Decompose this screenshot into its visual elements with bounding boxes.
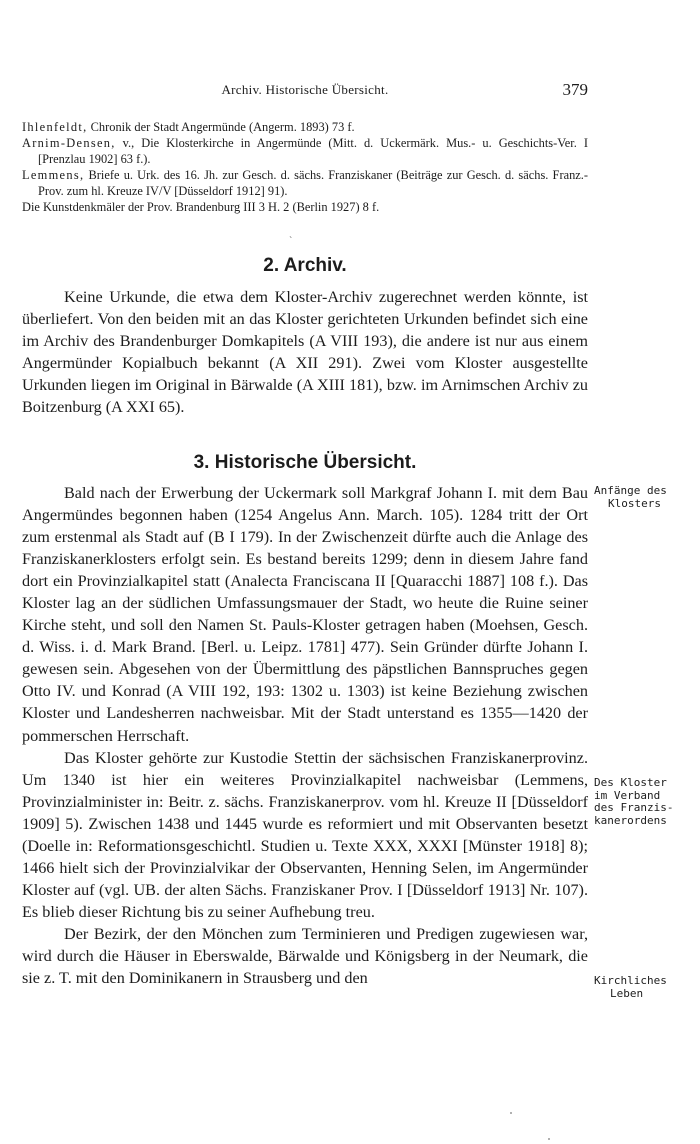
paper-speck bbox=[548, 1138, 550, 1140]
margin-note bbox=[594, 975, 698, 1000]
paragraph: Keine Urkunde, die etwa dem Kloster-Archiv zugerechnet werden könnte, ist überliefert. Von den beiden mit an das Kloster gerichteten Urkunden befindet sich eine im Archiv des Brandenburger Domkapitels (A VIII 193), die andere ist nur aus einem Angermünder Kopialbuch bekannt (A XII 291). Zwei vom Kloster ausgestellte Urkunden liegen im Original in Bärwalde (A XIII 181), bzw. im Arnimschen Archiv zu Boitzenburg (A XXI 65). bbox=[22, 288, 588, 417]
paragraph: Das Kloster gehörte zur Kustodie Stettin der sächsischen Franziskanerprovinz. Um 1340 ist hier ein weiteres Provinzialkapitel nachweisbar (Lemmens, Provinzialminister in: Beitr. z. sächs. Franziskanerprov. vom hl. Kreuze II [Düsseldorf 1909] 5). Zwischen 1438 und 1445 wurde es reformiert und mit Observanten besetzt (Doelle in: Reformationsgeschichtl. Studien u. Texte XXX, XXXI [Münster 1918] 8); 1466 hielt sich der Provinzialvikar der Observanten, Henning Selen, im Angermünder Kloster auf (vgl. UB. der alten Sächs. Franziskaner Prov. I [Düsseldorf 1913] Nr. 107). Es blieb dieser Richtung bis zu seiner Aufhebung treu. bbox=[22, 748, 588, 921]
archiv-section-body bbox=[22, 286, 588, 418]
historische-section-body bbox=[22, 482, 588, 989]
margin-note-line: im Verband bbox=[594, 788, 661, 802]
print-mark: ˋ bbox=[289, 236, 293, 247]
margin-note bbox=[594, 485, 698, 510]
page-number: 379 bbox=[562, 80, 588, 99]
bibliography-entry bbox=[22, 200, 588, 216]
running-title: Archiv. Historische Übersicht. bbox=[221, 82, 389, 97]
bibliography-list bbox=[22, 120, 588, 215]
margin-note-line: kanerordens bbox=[594, 813, 667, 827]
paragraph: Der Bezirk, der den Mönchen zum Terminieren und Predigen zugewiesen war, wird durch die Häuser in Eberswalde, Bärwalde und Königsberg in der Neumark, die sie z. T. mit den Dominikanern in Strausberg und den bbox=[22, 924, 588, 988]
bibliography-author: Arnim-Densen, bbox=[22, 135, 116, 150]
bibliography-entry bbox=[22, 136, 588, 168]
margin-note-line: Anfänge des bbox=[594, 484, 667, 497]
margin-note-line: Kirchliches bbox=[594, 974, 667, 987]
paper-speck bbox=[510, 1112, 512, 1114]
margin-note bbox=[594, 777, 698, 827]
bibliography-text: Chronik der Stadt Angermünde (Angerm. 1893) 73 f. bbox=[87, 120, 355, 134]
section-heading-archiv: 2. Archiv. bbox=[263, 255, 347, 276]
bibliography-entry bbox=[22, 120, 588, 136]
margin-note-line: des Franzis- bbox=[594, 801, 674, 814]
paragraph: Bald nach der Erwerbung der Uckermark soll Markgraf Johann I. mit dem Bau Angermündes begonnen haben (1254 Angelus Ann. March. 105). 1284 tritt der Ort zum erstenmal als Stadt auf (B I 179). In der Zwischenzeit dürfte auch die Anlage des Franziskanerklosters erfolgt sein. Es bestand bereits 1299; denn in diesem Jahre fand dort ein Provinzialkapitel statt (Analecta Franciscana II [Quaracchi 1887] 108 f.). Das Kloster lag an der südlichen Umfassungsmauer der Stadt, wo heute die Ruine seiner Kirche steht, und soll den Namen St. Pauls-Kloster getragen haben (Moehsen, Gesch. d. Wiss. i. d. Mark Brand. [Berl. u. Leipz. 1781] 477). Sein Gründer dürfte Johann I. gewesen sein. Abgesehen von der Übermittlung des päpstlichen Bannspruches gegen Otto IV. und Konrad (A VIII 192, 193: 1302 u. 1303) ist keine Beziehung zwischen Kloster und Landesherren nachweisbar. Mit der Stadt unterstand es 1355—1420 der pommerschen Herrschaft. bbox=[22, 484, 588, 745]
bibliography-author: Ihlenfeldt, bbox=[22, 120, 88, 134]
bibliography-text: v., Die Klosterkirche in Angermünde (Mitt. d. Uckermärk. Mus.- u. Geschichts-Ver. I [Prenzlau 1902] 63 f.). bbox=[38, 135, 588, 166]
bibliography-entry bbox=[22, 168, 588, 200]
bibliography-text: Die Kunstdenkmäler der Prov. Brandenburg III 3 H. 2 (Berlin 1927) 8 f. bbox=[22, 199, 380, 214]
bibliography-text: Briefe u. Urk. des 16. Jh. zur Gesch. d. sächs. Franziskaner (Beiträge zur Gesch. d. sächs. Franz.-Prov. zum hl. Kreuze IV/V [Düsseldorf 1912] 91). bbox=[38, 167, 588, 198]
margin-note-line: Leben bbox=[610, 986, 644, 1000]
running-head bbox=[22, 82, 588, 102]
bibliography-author: Lemmens, bbox=[22, 167, 85, 182]
margin-note-line: Klosters bbox=[608, 496, 661, 510]
margin-note-line: Des Kloster bbox=[594, 776, 667, 789]
section-heading-historische-uebersicht: 3. Historische Übersicht. bbox=[193, 452, 417, 473]
